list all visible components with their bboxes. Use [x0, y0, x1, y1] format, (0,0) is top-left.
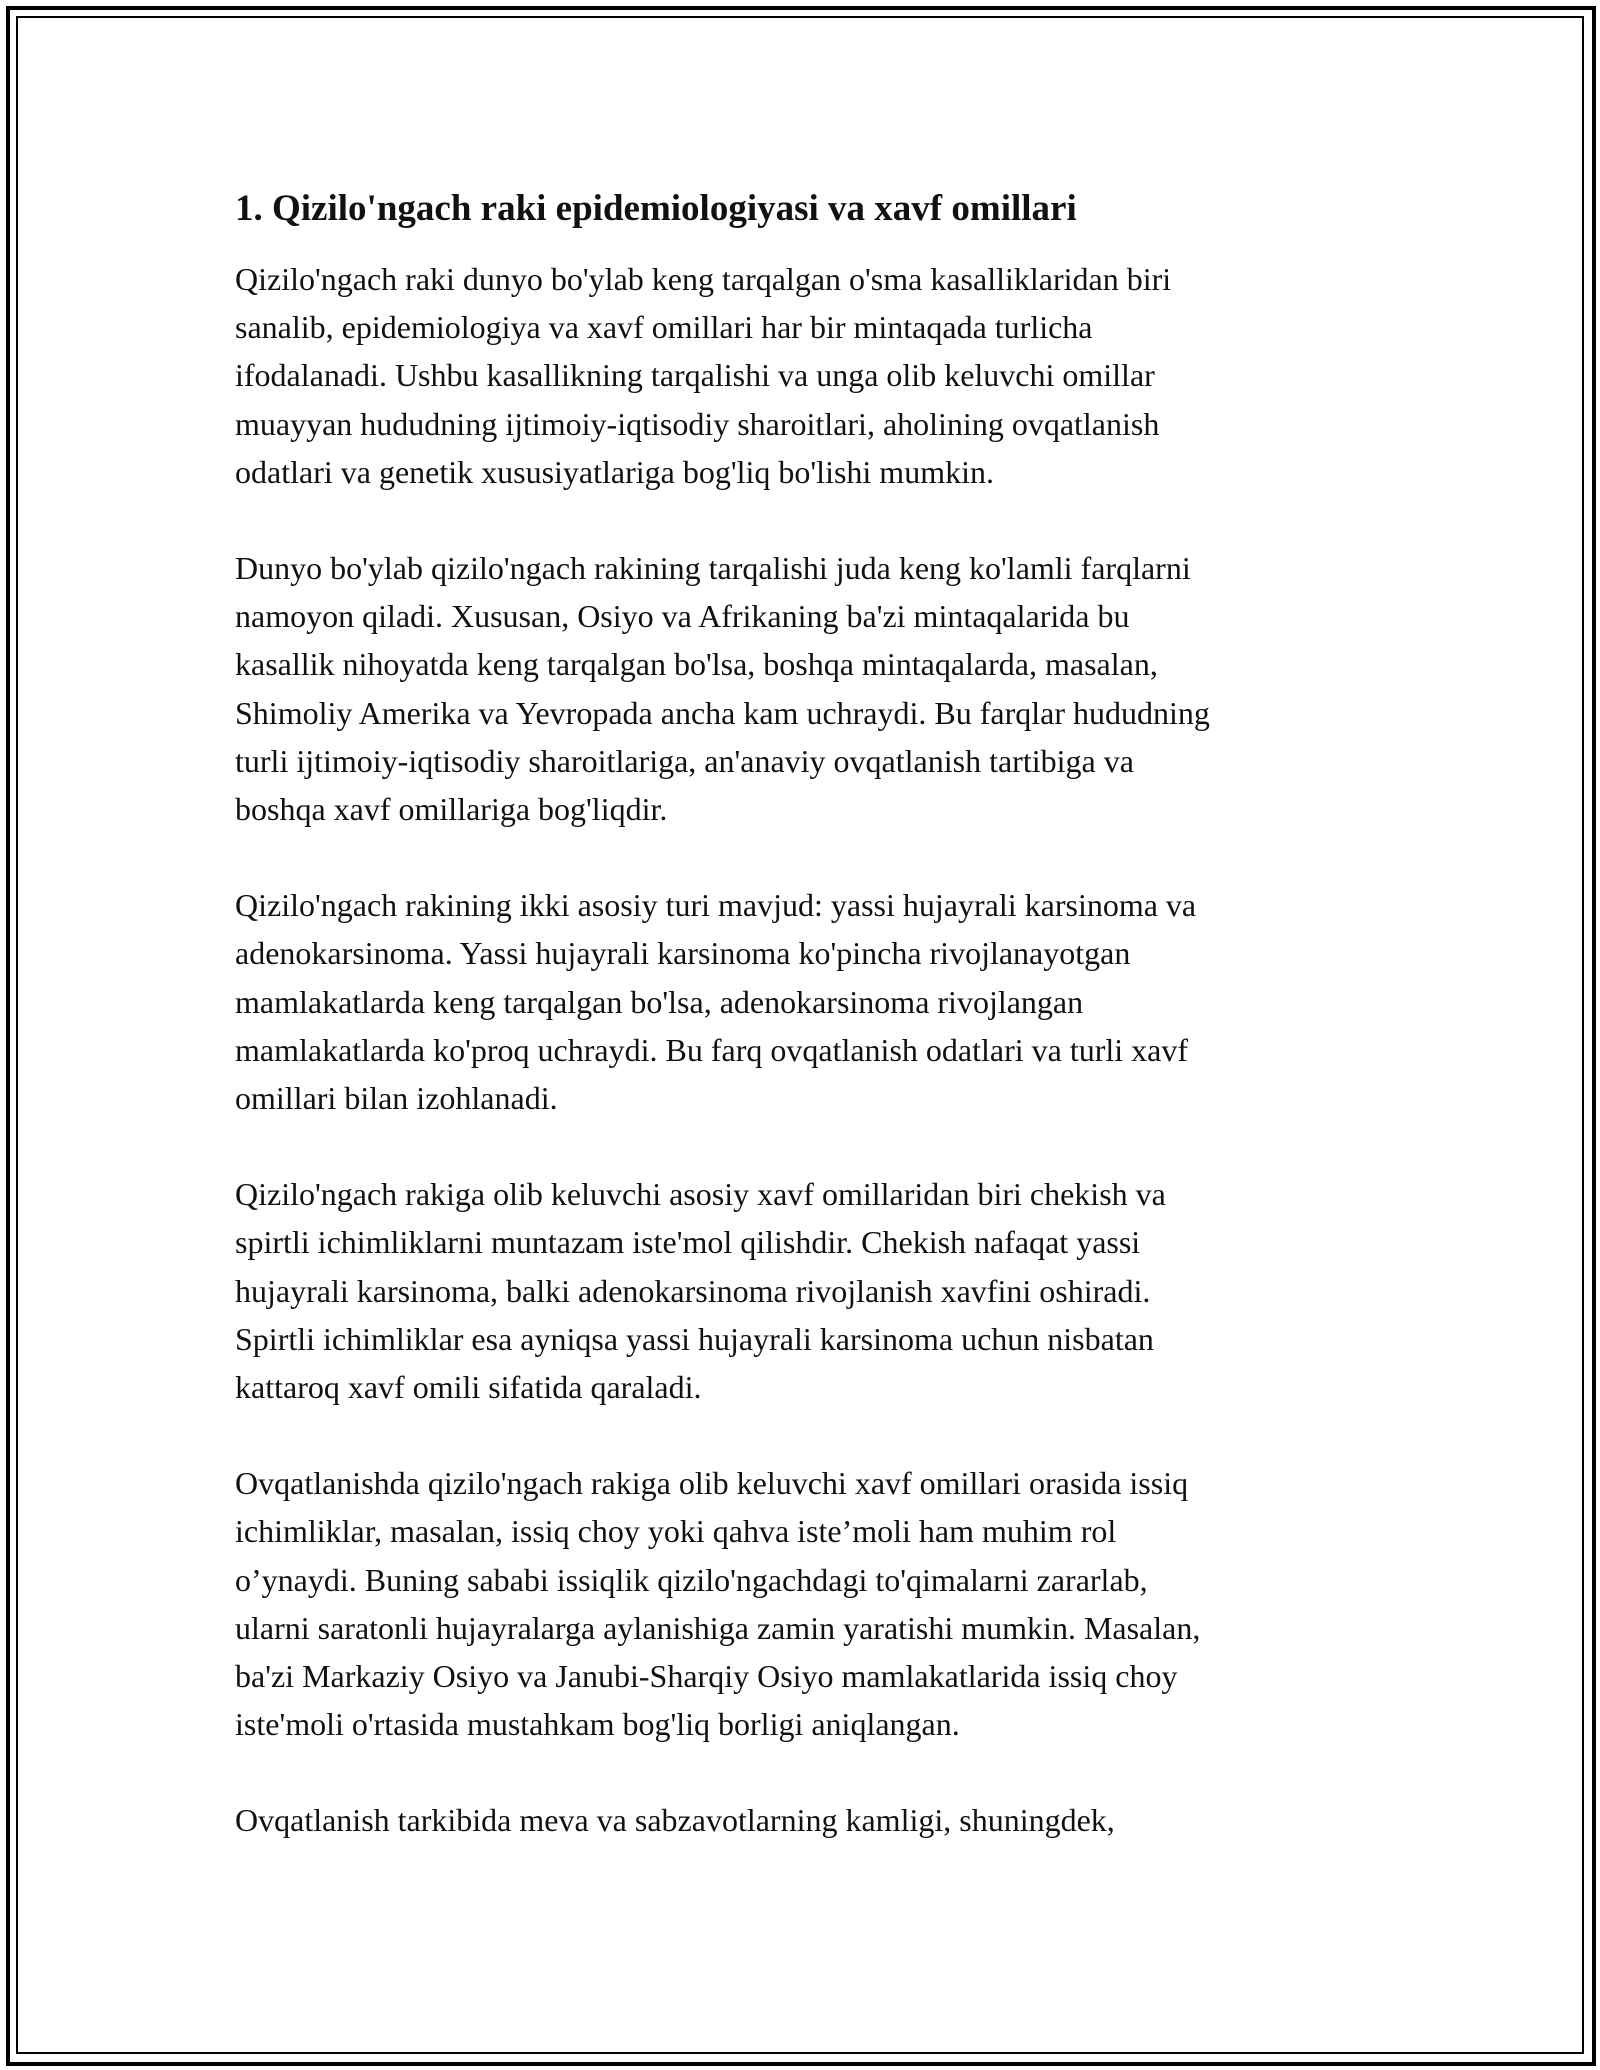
paragraph-2: [235, 544, 1370, 833]
document-body: [235, 185, 1370, 1893]
text-line: mamlakatlarda keng tarqalgan bo'lsa, adenokarsinoma rivojlangan: [235, 983, 1084, 1020]
text-line: namoyon qiladi. Xususan, Osiyo va Afrikaning ba'zi mintaqalarida bu: [235, 598, 1130, 635]
text-line: muayyan hududning ijtimoiy-iqtisodiy sharoitlari, aholining ovqatlanish: [235, 405, 1160, 442]
text-line: kasallik nihoyatda keng tarqalgan bo'lsa, boshqa mintaqalarda, masalan,: [235, 646, 1158, 683]
paragraph-1: [235, 255, 1370, 496]
text-line: Ovqatlanishda qizilo'ngach rakiga olib keluvchi xavf omillari orasida issiq: [235, 1465, 1189, 1502]
section-heading: 1. Qizilo'ngach raki epidemiologiyasi va xavf omillari: [235, 188, 1077, 229]
text-line: adenokarsinoma. Yassi hujayrali karsinoma ko'pincha rivojlanayotgan: [235, 935, 1131, 972]
text-line: spirtli ichimliklarni muntazam iste'mol qilishdir. Chekish nafaqat yassi: [235, 1224, 1141, 1261]
text-line: kattaroq xavf omili sifatida qaraladi.: [235, 1369, 702, 1406]
text-line: turli ijtimoiy-iqtisodiy sharoitlariga, an'anaviy ovqatlanish tartibiga va: [235, 742, 1134, 779]
text-line: Dunyo bo'ylab qizilo'ngach rakining tarqalishi juda keng ko'lamli farqlarni: [235, 550, 1191, 587]
text-line: Qizilo'ngach rakining ikki asosiy turi mavjud: yassi hujayrali karsinoma va: [235, 887, 1197, 924]
text-line: Shimoliy Amerika va Yevropada ancha kam uchraydi. Bu farqlar hududning: [235, 694, 1210, 731]
text-line: ichimliklar, masalan, issiq choy yoki qahva iste’moli ham muhim rol: [235, 1513, 1117, 1550]
text-line: ba'zi Markaziy Osiyo va Janubi-Sharqiy Osiyo mamlakatlarida issiq choy: [235, 1658, 1178, 1695]
text-line: ularni saratonli hujayralarga aylanishiga zamin yaratishi mumkin. Masalan,: [235, 1609, 1201, 1646]
paragraph-5: [235, 1459, 1370, 1748]
text-line: sanalib, epidemiologiya va xavf omillari har bir mintaqada turlicha: [235, 309, 1093, 346]
text-line: iste'moli o'rtasida mustahkam bog'liq borligi aniqlangan.: [235, 1706, 960, 1743]
text-line: mamlakatlarda ko'proq uchraydi. Bu farq ovqatlanish odatlari va turli xavf: [235, 1031, 1189, 1068]
text-line: Qizilo'ngach raki dunyo bo'ylab keng tarqalgan o'sma kasalliklaridan biri: [235, 261, 1172, 297]
text-line: Ovqatlanish tarkibida meva va sabzavotlarning kamligi, shuningdek,: [235, 1802, 1115, 1839]
paragraph-4: [235, 1170, 1370, 1411]
text-line: Spirtli ichimliklar esa ayniqsa yassi hujayrali karsinoma uchun nisbatan: [235, 1320, 1154, 1357]
text-line: omillari bilan izohlanadi.: [235, 1080, 558, 1117]
text-line: odatlari va genetik xususiyatlariga bog'liq bo'lishi mumkin.: [235, 453, 994, 490]
text-line: hujayrali karsinoma, balki adenokarsinoma rivojlanish xavfini oshiradi.: [235, 1272, 1151, 1309]
paragraph-6: [235, 1796, 1370, 1844]
text-line: boshqa xavf omillariga bog'liqdir.: [235, 791, 668, 828]
text-line: Qizilo'ngach rakiga olib keluvchi asosiy xavf omillaridan biri chekish va: [235, 1176, 1166, 1213]
text-line: o’ynaydi. Buning sababi issiqlik qizilo'ngachdagi to'qimalarni zararlab,: [235, 1561, 1148, 1598]
text-line: ifodalanadi. Ushbu kasallikning tarqalishi va unga olib keluvchi omillar: [235, 357, 1155, 394]
paragraph-3: [235, 881, 1370, 1122]
